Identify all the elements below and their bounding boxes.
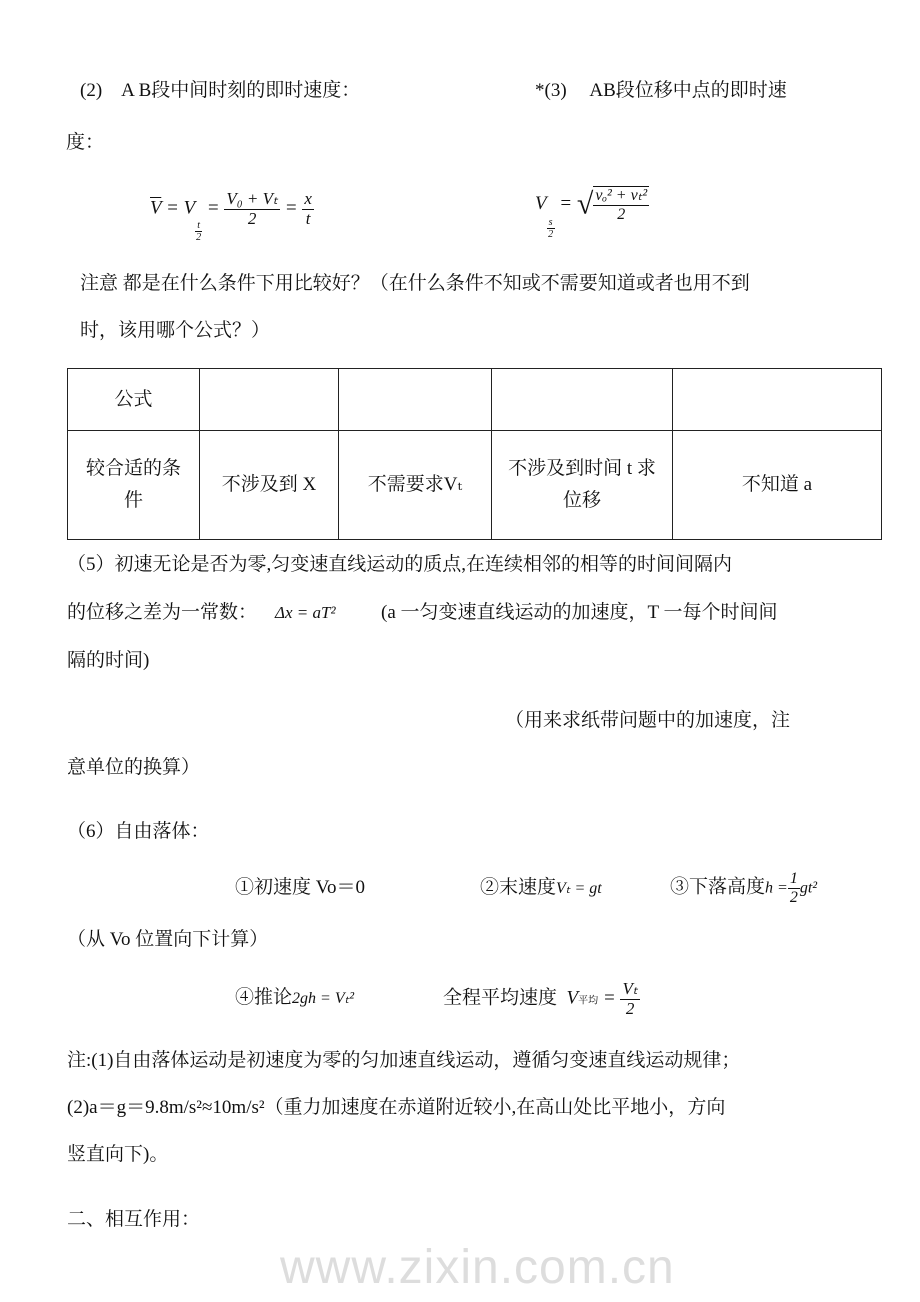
table-cell	[492, 369, 673, 431]
free-fall-item-3: ③下落高度h = $\frac{1}{2}$ gt²	[670, 870, 818, 906]
section-interaction-heading: 二、相互作用：	[67, 1209, 201, 1230]
formula-delta-x: Δx = aT²	[275, 603, 336, 622]
notes-line-3: 竖直向下)。	[67, 1144, 169, 1165]
section-5-line-2b: (a 一匀变速直线运动的加速度，T 一每个时间间	[381, 602, 778, 623]
notes-line-1: 注:(1)自由落体运动是初速度为零的匀加速直线运动，遵循匀变速直线运动规律；	[67, 1050, 741, 1071]
section-3-label-cont: 度：	[66, 132, 105, 153]
table-cell: 不需要求Vₜ	[339, 431, 492, 540]
section-5-line-3: 隔的时间)	[67, 650, 150, 671]
table-cell	[339, 369, 492, 431]
section-5-line-5: 意单位的换算）	[67, 757, 201, 778]
table-cell: 不知道 a	[673, 431, 882, 540]
free-fall-item-4: ④推论2gh = Vₜ²	[235, 987, 355, 1008]
free-fall-item-3-note: （从 Vo 位置向下计算）	[67, 929, 269, 950]
free-fall-item-1: ①初速度 Vo＝0	[235, 877, 366, 898]
free-fall-average-velocity: 全程平均速度 V平均 = $\frac{\text{Vₜ}}{2}$	[443, 979, 638, 1018]
formula-mid-displacement-velocity: V $\frac{s}{2}$ = √ $\frac{\text{vₒ² + vₜ²}}{2}$	[535, 187, 648, 240]
section-5-line-4: （用来求纸带问题中的加速度，注	[505, 710, 791, 731]
section-3-label: *(3) AB段位移中点的即时速	[535, 80, 787, 101]
formula-condition-table	[67, 368, 882, 540]
note-line-2: 时，该用哪个公式？）	[80, 320, 271, 341]
note-line-1: 注意 都是在什么条件下用比较好？（在什么条件不知或不需要知道或者也用不到	[80, 273, 750, 294]
notes-line-2: (2)a＝g＝9.8m/s²≈10m/s²（重力加速度在赤道附近较小,在高山处比平地小，方向	[67, 1097, 726, 1118]
formula-mid-time-velocity: $\overline{V} = V$ $\frac{t}{2}$ = $\frac{\text{V₀ + Vₜ}}{2}$ = $\frac{x}{t}$	[150, 189, 312, 243]
table-header-condition: 较合适的条件	[68, 431, 200, 540]
section-2-label: (2) A B段中间时刻的即时速度：	[80, 80, 361, 101]
watermark: www.zixin.com.cn	[280, 1241, 675, 1294]
table-cell: 不涉及到时间 t 求位移	[492, 431, 673, 540]
section-5-line-2a: 的位移之差为一常数：	[67, 602, 258, 623]
table-cell: 不涉及到 X	[200, 431, 339, 540]
table-cell	[200, 369, 339, 431]
table-cell	[673, 369, 882, 431]
section-5-line-1: （5）初速无论是否为零,匀变速直线运动的质点,在连续相邻的相等的时间间隔内	[67, 554, 733, 575]
section-6-title: （6）自由落体：	[67, 821, 210, 842]
free-fall-item-2: ②末速度Vₜ = gt	[480, 877, 602, 898]
table-header-formula: 公式	[68, 369, 200, 431]
